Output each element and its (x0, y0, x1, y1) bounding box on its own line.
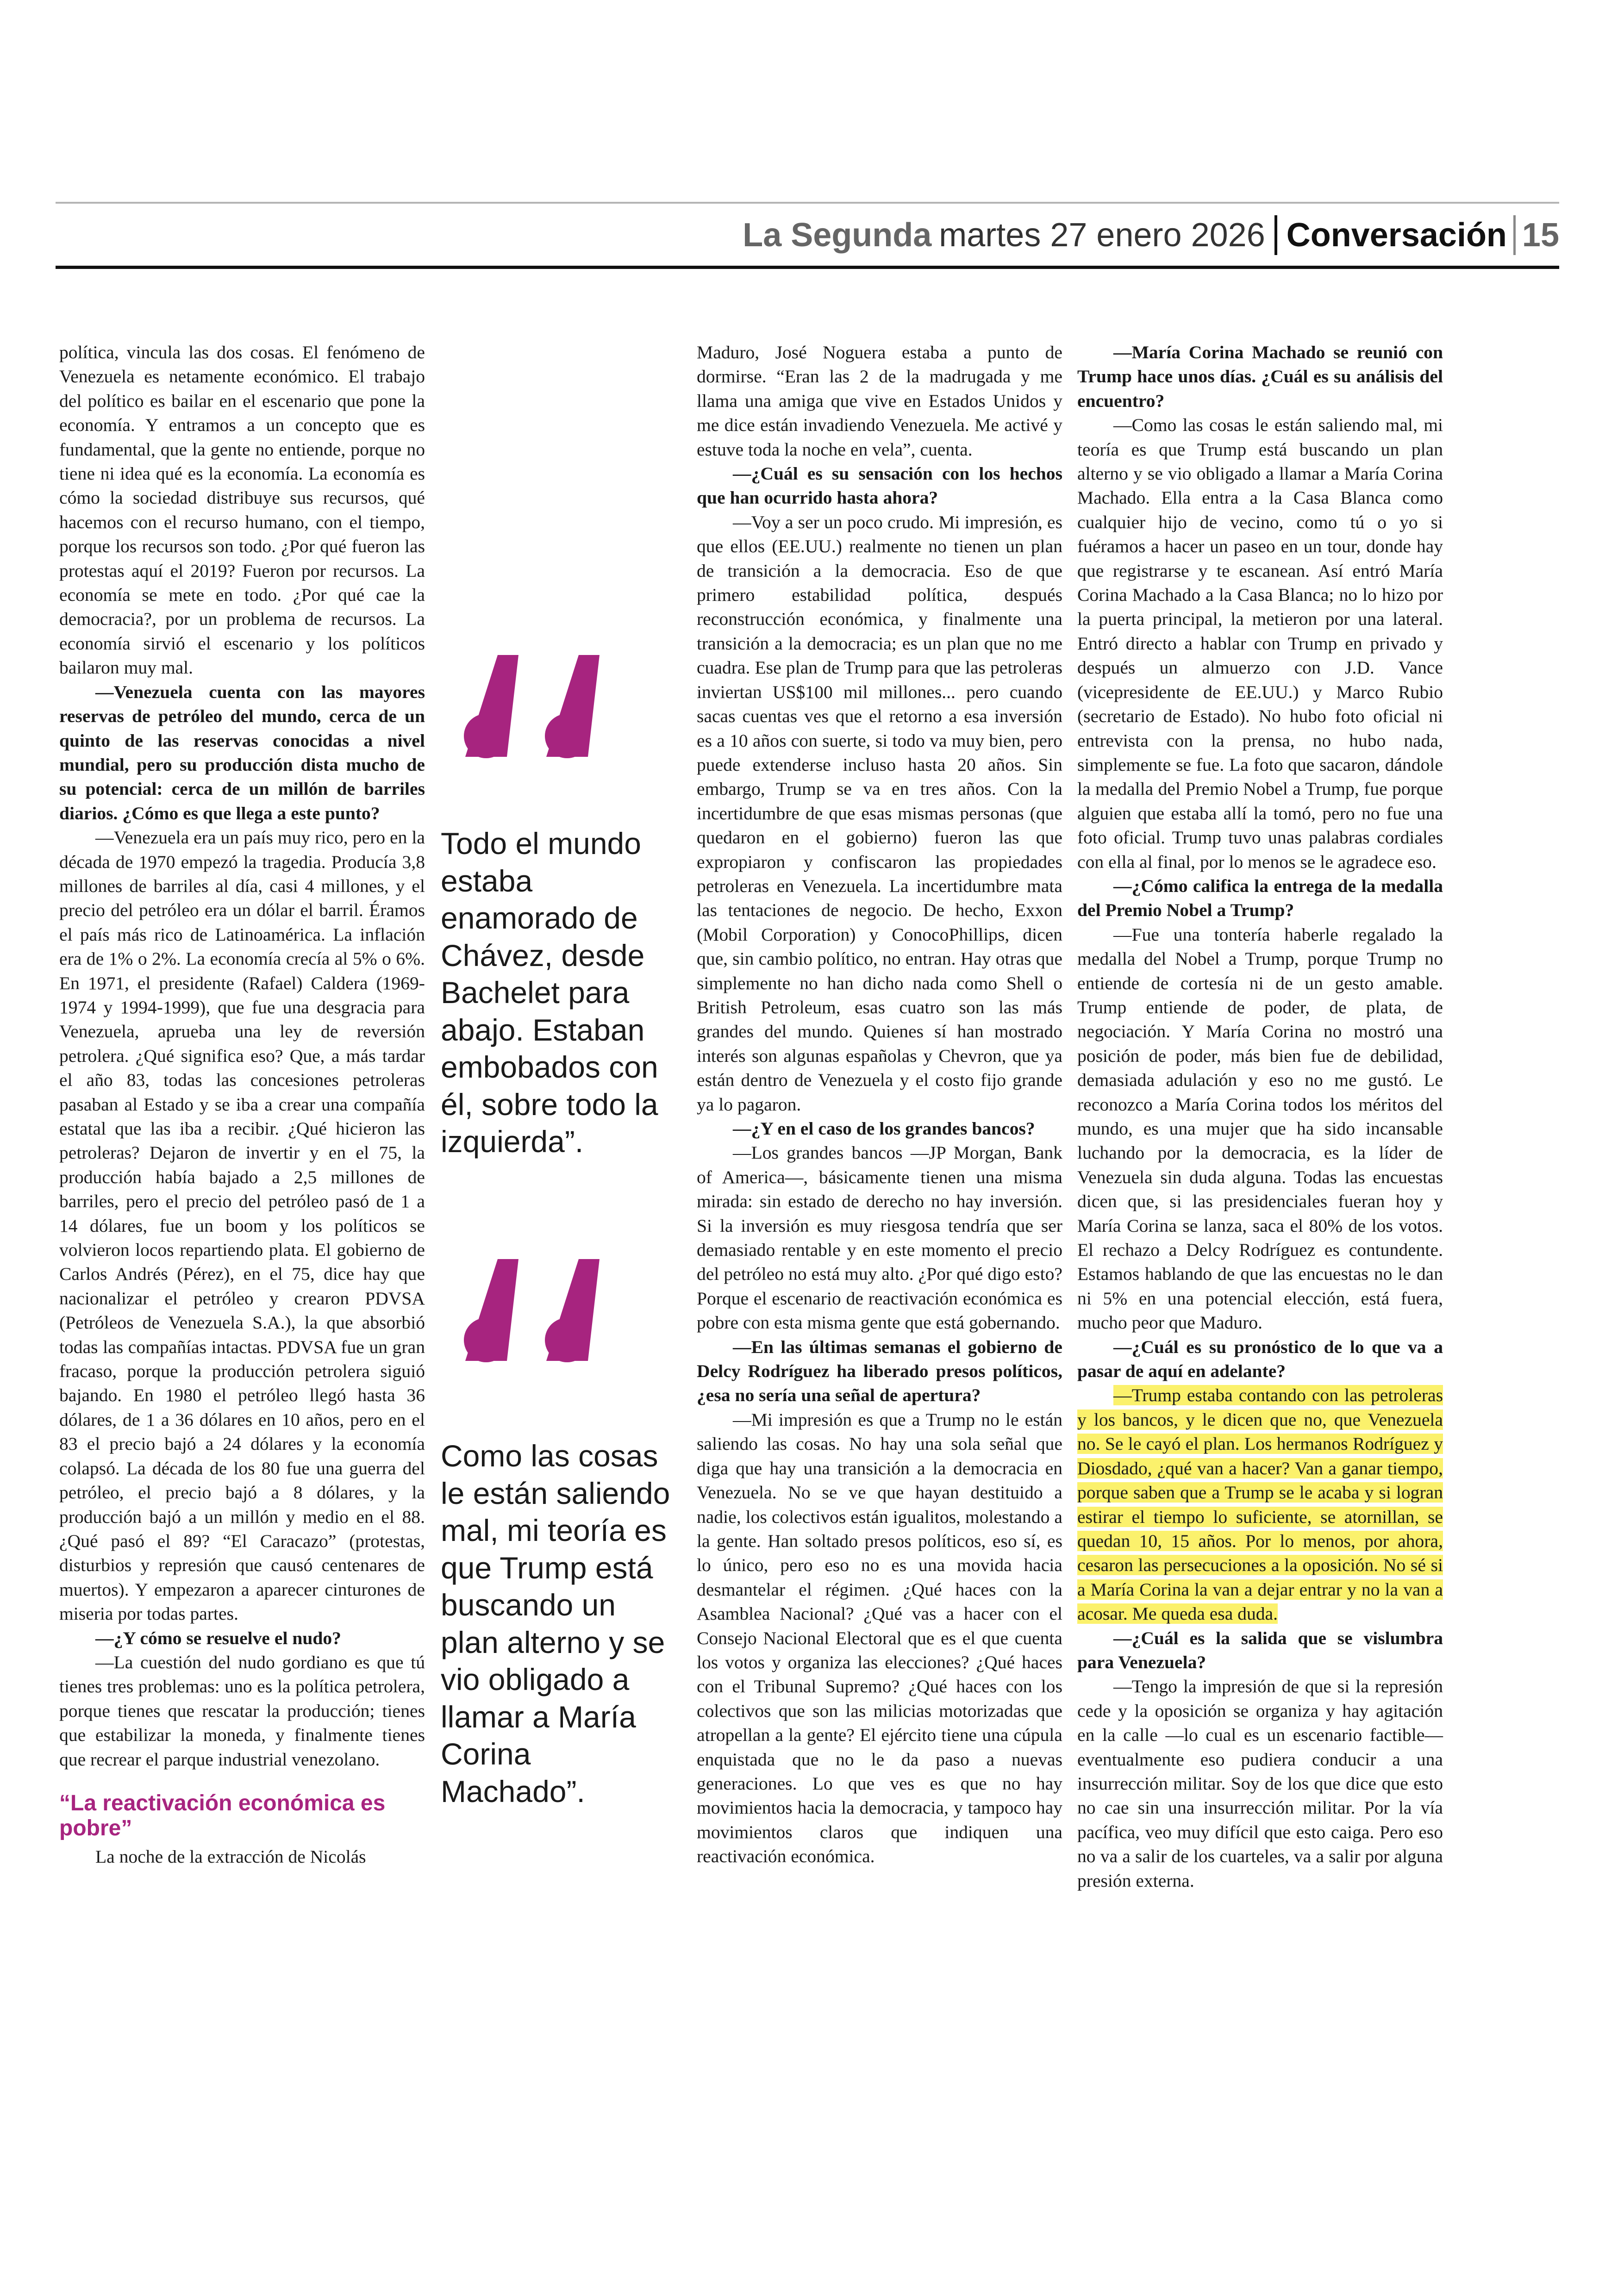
col1-question: —¿Y cómo se resuelve el nudo? (95, 1628, 341, 1648)
quote-mark-icon (437, 1250, 613, 1366)
column-1 (59, 340, 425, 1869)
col1-paragraph: —La cuestión del nudo gordiano es que tú tienes tres problemas: uno es la política petrolera, porque tienes que rescatar la producción; tienes que estabilizar la moneda, y finalmente tienes que recrear el parque industrial venezolano. (59, 1652, 425, 1770)
quote-mark-icon (437, 646, 613, 761)
col1-paragraph: La noche de la extracción de Nicolás (95, 1846, 366, 1867)
col3-question: —¿Cuál es la salida que se vislumbra para Venezuela? (1077, 1628, 1443, 1672)
col1-question: —Venezuela cuenta con las mayores reservas de petróleo del mundo, cerca de un quinto de las reservas conocidas a nivel mundial, pero su producción dista mucho de su potencial: cerca de un millón de barriles diarios. ¿Cómo es que llega a este punto? (59, 681, 425, 823)
section-subhead: “La reactivación económica es pobre” (59, 1790, 386, 1840)
header-divider (1274, 215, 1277, 255)
col2-question: —¿Y en el caso de los grandes bancos? (733, 1118, 1035, 1139)
col2-paragraph: Maduro, José Noguera estaba a punto de dormirse. “Eran las 2 de la madrugada y me llama una amiga que vive en Estados Unidos y me dice están invadiendo Venezuela. Me activé y estuve toda la noche en vela”, cuenta. (697, 342, 1062, 460)
col2-paragraph: —Los grandes bancos —JP Morgan, Bank of America—, básicamente tienen una misma mirada: sin estado de derecho no hay inversión. Si la inversión es muy riesgosa tendría que ser demasiado rentable y en este momento el precio del petróleo no está muy alto. ¿Por qué digo esto? Porque el escenario de reactivación económica es pobre con esta misma gente que está gobernando. (697, 1142, 1062, 1333)
header-divider-thin (1513, 215, 1516, 255)
column-3 (1077, 340, 1443, 1893)
col3-highlighted-paragraph (1077, 1383, 1443, 1626)
col2-question: —¿Cuál es su sensación con los hechos que han ocurrido hasta ahora? (697, 463, 1062, 508)
page-number: 15 (1522, 217, 1559, 254)
page-header (743, 207, 1559, 263)
newspaper-brand: La Segunda (743, 217, 932, 254)
highlighted-text: —Trump estaba contando con las petroleras y los bancos, y le dicen que no, que Venezuela no. Se le cayó el plan. Los hermanos Rodríguez y Diosdado, ¿qué van a hacer? Van a ganar tiempo, porque saben que a Trump se le acaba y si logran estirar el tiempo lo suficiente, se atornillan, se quedan 10, 15 años. Por lo menos, por ahora, cesaron las persecuciones a la oposición. No sé si a María Corina la van a dejar entrar y no la van a acosar. Me queda esa duda. (1077, 1385, 1443, 1624)
issue-date: martes 27 enero 2026 (939, 217, 1265, 254)
header-bottom-rule (56, 266, 1559, 269)
col3-question: —¿Cuál es su pronóstico de lo que va a pasar de aquí en adelante? (1077, 1336, 1443, 1382)
col2-paragraph: —Voy a ser un poco crudo. Mi impresión, es que ellos (EE.UU.) realmente no tienen un plan de transición a la democracia. Eso de que primero estabilidad política, después reconstrucción económica, y finalmente una transición a la democracia; es un plan que no me cuadra. Ese plan de Trump para que las petroleras inviertan US$100 mil millones... pero cuando sacas cuentas ves que el retorno a esa inversión es a 10 años con suerte, si todo va muy bien, pero puede extenderse incluso hasta 20 años. Sin embargo, Trump se va en tres años. Con la incertidumbre de que esas mismas personas (que quedaron en el gobierno) fueron las que expropiaron y confiscaron las propiedades petroleras en Venezuela. La incertidumbre mata las tentaciones de negocio. De hecho, Exxon (Mobil Corporation) y ConocoPhillips, dicen que, sin cambio político, no entran. Hay otras que simplemente no han dicho nada como Shell o British Petroleum, esas cuatro son las más grandes del mundo. Quienes sí han mostrado interés son algunas españolas y Chevron, que ya están dentro de Venezuela y el costo fijo grande ya lo pagaron. (697, 511, 1062, 1115)
col3-paragraph: —Fue una tontería haberle regalado la medalla del Nobel a Trump, porque Trump no entiende de cortesía ni de un gesto amable. Trump entiende de poder, de plata, de negociación. Y María Corina no mostró una posición de poder, más bien fue de debilidad, demasiada adulación y eso no me gustó. Le reconozco a María Corina todos los méritos del mundo, es una mujer que ha sido incansable luchando por la democracia, es la líder de Venezuela sin duda alguna. Todas las encuestas dicen que, si las presidenciales fueran hoy y María Corina se lanza, saca el 80% de los votos. El rechazo a Delcy Rodríguez es contundente. Estamos hablando de que las encuestas no le dan ni 5% en una potencial elección, está fuera, mucho peor que Maduro. (1077, 924, 1443, 1333)
col3-paragraph: —Tengo la impresión de que si la represión cede y la oposición se organiza y hay agitación en la calle —lo cual es un escenario factible— eventualmente eso pudiera conducir a una insurrección militar. Soy de los que dice que esto no cae sin una insurrección militar. Por la vía pacífica, veo muy difícil que esto caiga. Pero eso no va a salir de los cuarteles, va a salir por alguna presión externa. (1077, 1676, 1443, 1891)
col2-paragraph: —Mi impresión es que a Trump no le están saliendo las cosas. No hay una sola señal que diga que hay una transición a la democracia en Venezuela. No se ve que hayan destituido a nadie, los colectivos están igualitos, molestando a la gente. Han soltado presos políticos, eso sí, es lo único, pero eso no es una movida hacia desmantelar el régimen. ¿Qué haces con la Asamblea Nacional? ¿Qué vas a hacer con el Consejo Nacional Electoral que es el que cuenta los votos y organiza las elecciones? ¿Qué haces con el Tribunal Supremo? ¿Qué haces con los colectivos que son las milicias motorizadas que atropellan a la gente? El ejército tiene una cúpula enquistada que no le da paso a nuevas generaciones. Lo que ves es que no hay movimientos hacia la democracia, y tampoco hay movimientos claros que indiquen una reactivación económica. (697, 1409, 1062, 1867)
column-2 (697, 340, 1062, 1869)
header-top-rule (56, 202, 1559, 204)
col1-paragraph: —Venezuela era un país muy rico, pero en la década de 1970 empezó la tragedia. Producía 3,8 millones de barriles al día, casi 4 millones, y el precio del petróleo era un dólar el barril. Éramos el país más rico de Latinoamérica. La inflación era de 1% o 2%. La economía crecía al 5% o 6%. En 1971, el presidente (Rafael) Caldera (1969-1974 y 1994-1999), que fue una desgracia para Venezuela, aprueba una ley de reversión petrolera. ¿Qué significa eso? Que, a más tardar el año 83, todas las concesiones petroleras pasaban al Estado y se iba a crear una compañía estatal que las iba a recibir. ¿Qué hicieron las petroleras? Dejaron de invertir y en el 75, la producción había bajado a 2,5 millones de barriles, pero el precio del petróleo pasó de 1 a 14 dólares, fue un boom y los políticos se volvieron locos repartiendo plata. El gobierno de Carlos Andrés (Pérez), en el 75, dice hay que nacionalizar el petróleo y crearon PDVSA (Petróleos de Venezuela S.A.), la que absorbió todas las compañías intactas. PDVSA fue un gran fracaso, porque la producción petrolera siguió bajando. En 1980 el petróleo llegó hasta 36 dólares, de 1 a 36 dólares en 10 años, pero en el 83 el precio bajó a 24 dólares y la economía colapsó. La década de los 80 fue una guerra del petróleo, el precio bajó a 8 dólares, y la producción bajó a un millón y medio en el 88. ¿Qué pasó el 89? “El Caracazo” (protestas, disturbios y represión que causó centenares de muertos). Y empezaron a aparecer cinturones de miseria por todas partes. (59, 827, 425, 1624)
col1-paragraph: política, vincula las dos cosas. El fenómeno de Venezuela es netamente económico. El trabajo del político es bailar en el escenario que pone la economía. Y entramos a un concepto que es fundamental, que la gente no entiende, porque no tiene ni idea qué es la economía. La economía es cómo la sociedad distribuye sus recursos, qué hacemos con el recurso humano, con el tiempo, porque los recursos son todo. ¿Por qué fueron las protestas aquí el 2019? Fueron por recursos. La economía se mete en todo. ¿Por qué cae la democracia?, por un problema de recursos. La economía sirvió el escenario y los políticos bailaron muy mal. (59, 342, 425, 678)
pull-quote: Como las cosas le están saliendo mal, mi teoría es que Trump está buscando un plan alterno y se vio obligado a llamar a María Corina Machado”. (441, 1439, 670, 1809)
pull-quote: Todo el mundo estaba enamorado de Chávez, desde Bachelet para abajo. Estaban embobados con él, sobre todo la izquierda”. (441, 826, 658, 1159)
col3-question: —¿Cómo califica la entrega de la medalla del Premio Nobel a Trump? (1077, 875, 1443, 921)
col2-question: —En las últimas semanas el gobierno de Delcy Rodríguez ha liberado presos políticos, ¿esa no sería una señal de apertura? (697, 1336, 1062, 1406)
col3-question: —María Corina Machado se reunió con Trump hace unos días. ¿Cuál es su análisis del encuentro? (1077, 342, 1443, 411)
col3-paragraph: —Como las cosas le están saliendo mal, mi teoría es que Trump está buscando un plan alterno y se vio obligado a llamar a María Corina Machado. Ella entra a la Casa Blanca como cualquier hijo de vecino, como tú o yo si fuéramos a hacer un paseo en un tour, donde hay que registrarse y te escanean. Así entró María Corina Machado a la Casa Blanca; no lo hizo por la puerta principal, la metieron por una lateral. Entró directo a hablar con Trump en privado y después un almuerzo con J.D. Vance (vicepresidente de EE.UU.) y Marco Rubio (secretario de Estado). No hubo foto oficial ni entrevista con la prensa, no hubo nada, simplemente se fue. La foto que sacaron, dándole la medalla del Premio Nobel a Trump, fue porque alguien que estaba allí la tomó, pero no fue una foto oficial. Trump tuvo unas palabras cordiales con ella al final, por lo menos se le agradece eso. (1077, 415, 1443, 872)
section-name: Conversación (1286, 217, 1507, 254)
